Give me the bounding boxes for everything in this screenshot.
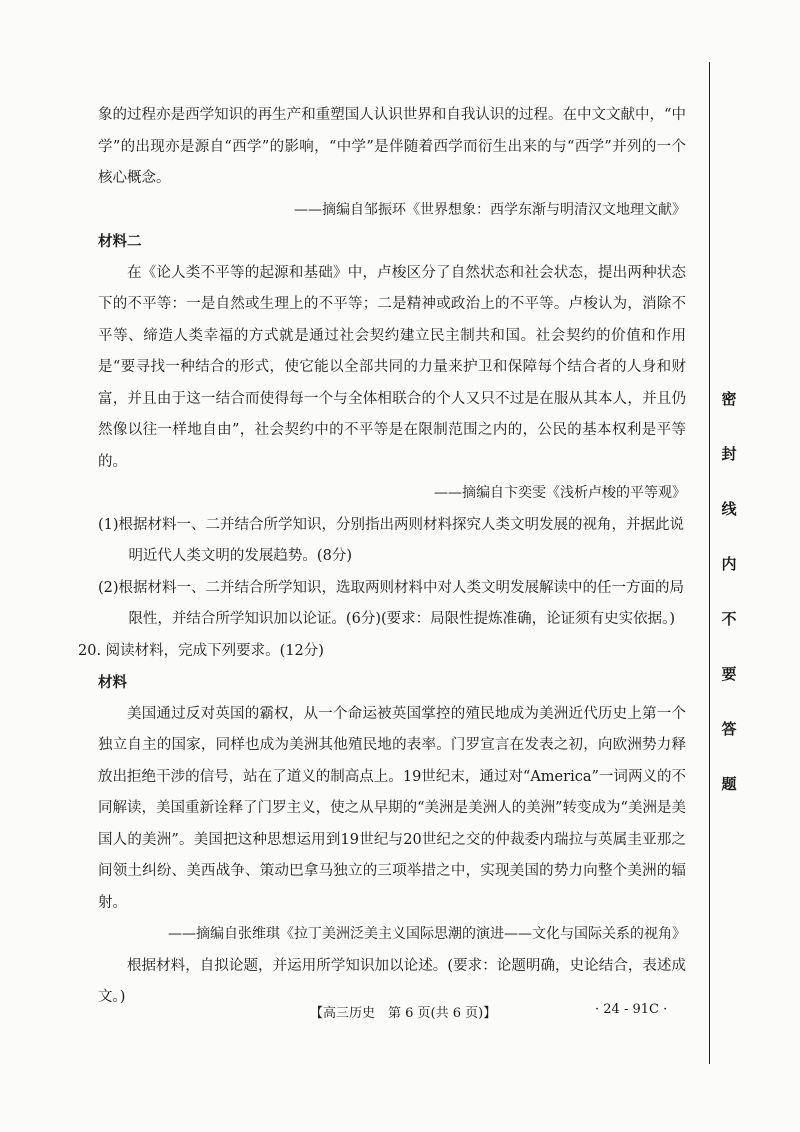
seal-line-notice	[718, 388, 740, 828]
task-instruction: 根据材料，自拟论题，并运用所学知识加以论述。(要求：论题明确，史论结合，表述成文。)	[98, 957, 686, 1005]
seal-char: 密	[721, 390, 737, 408]
question-1: (1)根据材料一、二并结合所学知识，分别指出两则材料探究人类文明发展的视角，并据此说明近代人类文明的发展趋势。(8分)	[98, 516, 685, 564]
seal-char: 答	[721, 720, 737, 738]
material-2-paragraph: 在《论人类不平等的起源和基础》中，卢梭区分了自然状态和社会状态，提出两种状态下的不平等：一是自然或生理上的不平等；二是精神或政治上的不平等。卢梭认为，消除不平等、缔造人类幸福的方式就是通过社会契约建立民主制共和国。社会契约的价值和作用是“要寻找一种结合的形式，使它能以全部共同的力量来护卫和保障每个结合者的人身和财富，并且由于这一结合而使得每一个与全体相联合的个人又只不过是在服从其本人，并且仍然像以往一样地自由”，社会契约中的不平等是在限制范围之内的，公民的基本权利是平等的。	[98, 264, 686, 470]
seal-char: 线	[721, 500, 737, 518]
page-number-label: 【高三历史 第 6 页(共 6 页)】	[310, 1006, 497, 1021]
material-paragraph: 美国通过反对英国的霸权，从一个命运被英国掌控的殖民地成为美洲近代历史上第一个独立自主的国家，同样也成为美洲其他殖民地的表率。门罗宣言在发表之初，向欧洲势力释放出拒绝干涉的信号，站在了道义的制高点上。19世纪末，通过对“America”一词两义的不同解读，美国重新诠释了门罗主义，使之从早期的“美洲是美洲人的美洲”转变成为“美洲是美国人的美洲”。美国把这种思想运用到19世纪与20世纪之交的仲裁委内瑞拉与英属圭亚那之间领土纠纷、美西战争、策动巴拿马独立的三项举措之中，实现美国的势力向整个美洲的辐射。	[98, 705, 686, 911]
seal-char: 内	[721, 555, 737, 573]
intro-paragraph: 象的过程亦是西学知识的再生产和重塑国人认识世界和自我认识的过程。在中文文献中，“中学”的出现亦是源自“西学”的影响，“中学”是伴随着西学而衍生出来的与“西学”并列的一个核心概念。	[98, 107, 686, 186]
exam-code: · 24 - 91C ·	[595, 1002, 668, 1017]
question-2: (2)根据材料一、二并结合所学知识，选取两则材料中对人类文明发展解读中的任一方面的局限性，并结合所学知识加以论证。(6分)(要求：局限性提炼准确，论证须有史实依据。)	[98, 579, 685, 627]
question-20-heading: 20. 阅读材料，完成下列要求。(12分)	[78, 642, 324, 659]
seal-char: 不	[721, 610, 737, 628]
source-citation-2: ——摘编自卞奕雯《浅析卢梭的平等观》	[434, 485, 686, 501]
source-citation-3: ——摘编自张维琪《拉丁美洲泛美主义国际思潮的演进——文化与国际关系的视角》	[168, 926, 686, 942]
material-heading: 材料	[98, 674, 127, 691]
material-2-heading: 材料二	[98, 233, 142, 250]
page-content	[78, 100, 686, 1014]
seal-char: 题	[721, 775, 737, 793]
source-citation-1: ——摘编自邹振环《世界想象：西学东渐与明清汉文地理文献》	[294, 201, 686, 218]
binding-line	[709, 62, 710, 1064]
seal-char: 要	[721, 665, 737, 683]
seal-char: 封	[721, 445, 737, 463]
